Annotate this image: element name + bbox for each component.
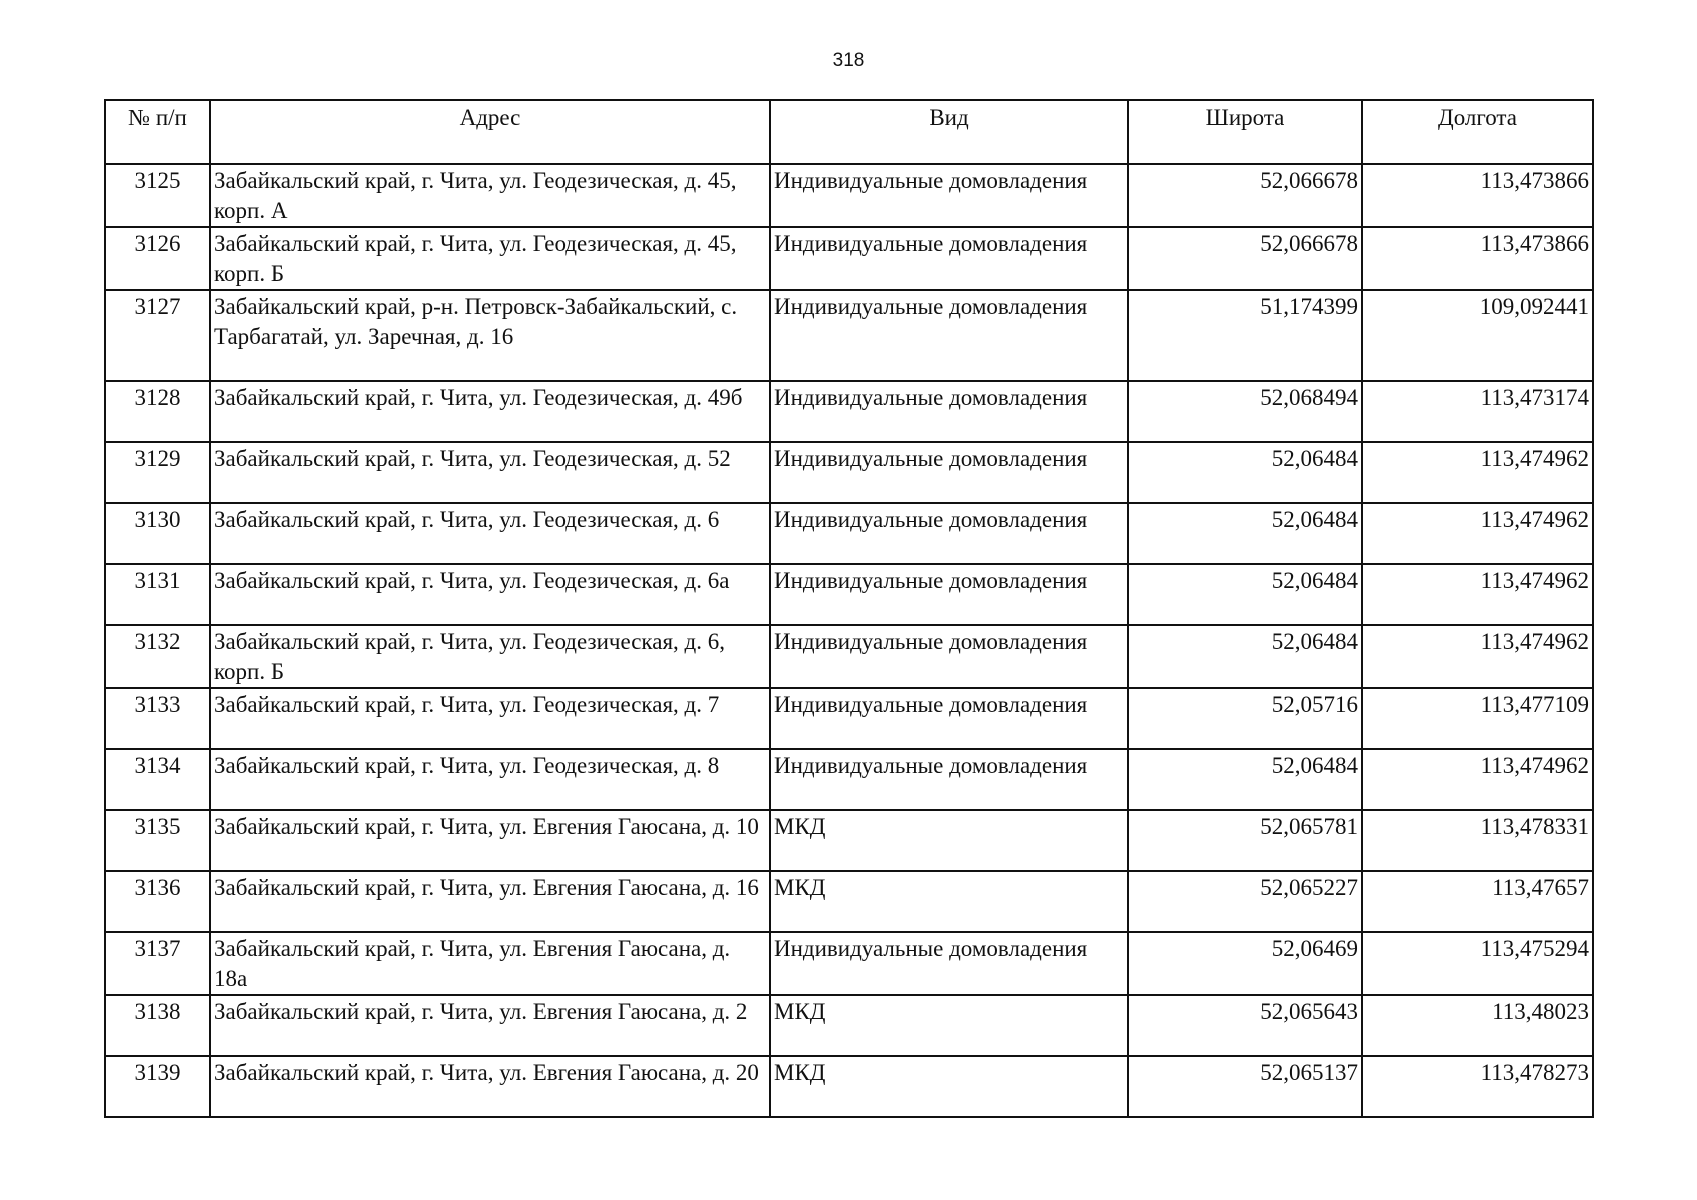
cell-num: 3131 [105, 564, 210, 625]
cell-num: 3130 [105, 503, 210, 564]
cell-num: 3132 [105, 625, 210, 688]
cell-address: Забайкальский край, р-н. Петровск-Забайкальский, с. Тарбагатай, ул. Заречная, д. 16 [210, 290, 770, 381]
cell-num: 3136 [105, 871, 210, 932]
cell-kind: Индивидуальные домовладения [770, 381, 1128, 442]
cell-lat: 52,05716 [1128, 688, 1362, 749]
cell-kind: Индивидуальные домовладения [770, 749, 1128, 810]
cell-num: 3138 [105, 995, 210, 1056]
cell-address: Забайкальский край, г. Чита, ул. Геодезическая, д. 49б [210, 381, 770, 442]
table-row [105, 625, 1593, 688]
cell-address: Забайкальский край, г. Чита, ул. Геодезическая, д. 52 [210, 442, 770, 503]
cell-address: Забайкальский край, г. Чита, ул. Евгения Гаюсана, д. 10 [210, 810, 770, 871]
cell-num: 3125 [105, 164, 210, 227]
cell-lat: 52,065643 [1128, 995, 1362, 1056]
cell-address: Забайкальский край, г. Чита, ул. Евгения Гаюсана, д. 2 [210, 995, 770, 1056]
cell-lon: 113,478273 [1362, 1056, 1593, 1117]
header-kind: Вид [770, 100, 1128, 164]
table-row [105, 290, 1593, 381]
cell-num: 3134 [105, 749, 210, 810]
cell-num: 3135 [105, 810, 210, 871]
cell-lon: 113,474962 [1362, 625, 1593, 688]
cell-kind: Индивидуальные домовладения [770, 564, 1128, 625]
header-lat: Широта [1128, 100, 1362, 164]
cell-lon: 113,474962 [1362, 564, 1593, 625]
cell-kind: Индивидуальные домовладения [770, 932, 1128, 995]
cell-lat: 52,06484 [1128, 749, 1362, 810]
cell-lon: 113,48023 [1362, 995, 1593, 1056]
table-row [105, 749, 1593, 810]
cell-num: 3137 [105, 932, 210, 995]
cell-lat: 52,065227 [1128, 871, 1362, 932]
table-row [105, 227, 1593, 290]
page-number: 318 [832, 50, 865, 71]
cell-lat: 52,066678 [1128, 227, 1362, 290]
table-header [105, 100, 1593, 164]
cell-lat: 52,068494 [1128, 381, 1362, 442]
cell-lat: 52,06469 [1128, 932, 1362, 995]
cell-kind: МКД [770, 995, 1128, 1056]
cell-kind: МКД [770, 871, 1128, 932]
table-row [105, 381, 1593, 442]
cell-lon: 113,473866 [1362, 227, 1593, 290]
cell-kind: Индивидуальные домовладения [770, 442, 1128, 503]
cell-lat: 52,065781 [1128, 810, 1362, 871]
cell-lat: 52,06484 [1128, 564, 1362, 625]
header-num: № п/п [105, 100, 210, 164]
cell-address: Забайкальский край, г. Чита, ул. Геодезическая, д. 6, корп. Б [210, 625, 770, 688]
cell-lat: 52,065137 [1128, 1056, 1362, 1117]
cell-address: Забайкальский край, г. Чита, ул. Евгения Гаюсана, д. 20 [210, 1056, 770, 1117]
cell-address: Забайкальский край, г. Чита, ул. Геодезическая, д. 6а [210, 564, 770, 625]
cell-address: Забайкальский край, г. Чита, ул. Геодезическая, д. 6 [210, 503, 770, 564]
cell-num: 3126 [105, 227, 210, 290]
cell-kind: Индивидуальные домовладения [770, 688, 1128, 749]
cell-kind: Индивидуальные домовладения [770, 290, 1128, 381]
cell-lat: 52,06484 [1128, 503, 1362, 564]
cell-num: 3133 [105, 688, 210, 749]
cell-lon: 113,473174 [1362, 381, 1593, 442]
cell-lat: 52,06484 [1128, 625, 1362, 688]
cell-lon: 113,478331 [1362, 810, 1593, 871]
table-row [105, 810, 1593, 871]
table-row [105, 442, 1593, 503]
table-row [105, 503, 1593, 564]
cell-kind: Индивидуальные домовладения [770, 503, 1128, 564]
cell-address: Забайкальский край, г. Чита, ул. Геодезическая, д. 7 [210, 688, 770, 749]
cell-num: 3139 [105, 1056, 210, 1117]
table-body [105, 164, 1593, 1117]
table-row [105, 871, 1593, 932]
cell-address: Забайкальский край, г. Чита, ул. Евгения Гаюсана, д. 16 [210, 871, 770, 932]
cell-kind: Индивидуальные домовладения [770, 227, 1128, 290]
cell-lon: 113,473866 [1362, 164, 1593, 227]
header-row [105, 100, 1593, 164]
address-table [104, 99, 1594, 1118]
cell-lon: 113,474962 [1362, 503, 1593, 564]
cell-lon: 109,092441 [1362, 290, 1593, 381]
header-address: Адрес [210, 100, 770, 164]
table-row [105, 164, 1593, 227]
cell-lat: 52,066678 [1128, 164, 1362, 227]
header-lon: Долгота [1362, 100, 1593, 164]
cell-address: Забайкальский край, г. Чита, ул. Геодезическая, д. 45, корп. Б [210, 227, 770, 290]
cell-kind: Индивидуальные домовладения [770, 164, 1128, 227]
cell-lon: 113,474962 [1362, 442, 1593, 503]
table-row [105, 932, 1593, 995]
cell-kind: МКД [770, 810, 1128, 871]
cell-address: Забайкальский край, г. Чита, ул. Евгения Гаюсана, д. 18а [210, 932, 770, 995]
table-row [105, 688, 1593, 749]
cell-lon: 113,47657 [1362, 871, 1593, 932]
cell-kind: Индивидуальные домовладения [770, 625, 1128, 688]
table-row [105, 995, 1593, 1056]
cell-num: 3127 [105, 290, 210, 381]
cell-lat: 52,06484 [1128, 442, 1362, 503]
cell-lon: 113,475294 [1362, 932, 1593, 995]
cell-kind: МКД [770, 1056, 1128, 1117]
cell-address: Забайкальский край, г. Чита, ул. Геодезическая, д. 45, корп. А [210, 164, 770, 227]
cell-lon: 113,477109 [1362, 688, 1593, 749]
cell-address: Забайкальский край, г. Чита, ул. Геодезическая, д. 8 [210, 749, 770, 810]
table-row [105, 1056, 1593, 1117]
cell-lon: 113,474962 [1362, 749, 1593, 810]
table-row [105, 564, 1593, 625]
cell-num: 3129 [105, 442, 210, 503]
cell-num: 3128 [105, 381, 210, 442]
cell-lat: 51,174399 [1128, 290, 1362, 381]
